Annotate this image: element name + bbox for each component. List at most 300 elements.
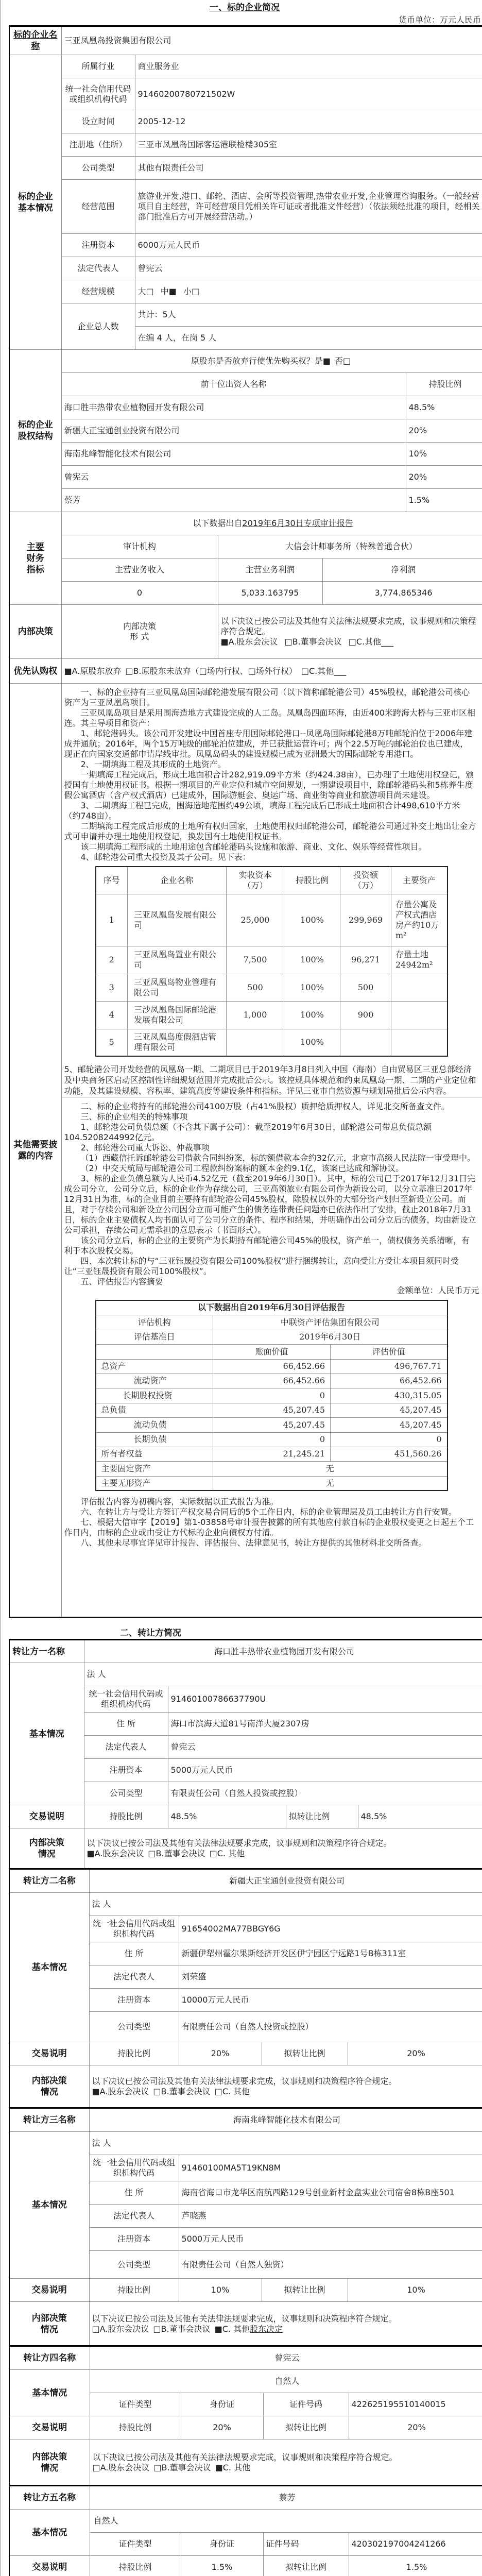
company-type-value: 有限责任公司（自然人投资或控股） <box>168 1782 482 1805</box>
credit-code-value: 91460100786637790U <box>168 1686 482 1713</box>
target-name-value: 三亚凤凰岛投资集团有限公司 <box>61 26 482 55</box>
decision-option <box>215 2463 250 2472</box>
column-header: 持股比例 <box>284 867 340 894</box>
table-row <box>96 1403 447 1417</box>
valuation-table <box>95 1300 448 1491</box>
auditor-value: 大信会计师事务所（特殊普通合伙） <box>218 535 482 558</box>
paragraph: 一、标的企业持有三亚凤凰岛国际邮轮港发展有限公司（以下简称邮轮港公司）45%股权，邮轮港公司核心资产为三亚凤凰岛项目。 <box>64 687 470 707</box>
decision-option <box>87 1849 144 1858</box>
table-row <box>9 180 482 234</box>
address-label: 住 所 <box>89 2181 179 2205</box>
option-label: 小 <box>183 286 192 296</box>
table-row <box>96 1359 447 1374</box>
waive-option <box>335 356 351 366</box>
table-row <box>9 1097 482 1618</box>
legal-rep-label: 法定代表人 <box>84 1736 168 1759</box>
paragraph: 八、其他未尽事宜详见审计报告、评估报告、法律意见书，转让方提供的其他材料北交所备查。 <box>80 1538 427 1548</box>
investment: 299,969 <box>340 894 391 946</box>
table-row <box>9 234 482 257</box>
table-row <box>96 1388 447 1403</box>
table-row <box>9 110 482 133</box>
appraised-value: 496,767.71 <box>331 1359 447 1374</box>
item-label: 总资产 <box>96 1359 213 1374</box>
option-label: 是 <box>314 356 323 366</box>
transfer-value: 48.5% <box>358 1805 482 1828</box>
item-label: 长期负债 <box>96 1432 213 1447</box>
scale-label: 经营规模 <box>61 280 135 303</box>
table-row <box>96 1029 447 1056</box>
amount-unit: 金额单位：人民币万元 <box>397 1285 479 1295</box>
paragraph: 4、邮轮港公司重大投资及其子公司。见下表： <box>80 852 251 862</box>
business-scope-label: 经营范围 <box>61 180 135 234</box>
basic-info-label: 基本情况 <box>9 2370 90 2416</box>
finance-source <box>61 512 482 535</box>
registered-capital-value: 10000万元人民币 <box>179 1989 482 2012</box>
preemption-option <box>248 666 297 676</box>
disclosure-body <box>62 1097 482 1617</box>
internal-decision-label: 内部决策 <box>9 605 61 659</box>
table-row <box>96 1432 447 1447</box>
table-header-row <box>96 867 447 894</box>
registered-capital-value: 5000万元人民币 <box>179 2228 482 2251</box>
operating-profit-value: 5,033.163795 <box>218 582 322 605</box>
transferor-name: 曾宪云 <box>90 2346 482 2370</box>
id-number-label: 证件号码 <box>263 2393 349 2416</box>
entity-type: 自然人 <box>90 2510 482 2533</box>
decision-label <box>9 2439 90 2486</box>
source-prefix: 以下数据出自 <box>193 518 243 528</box>
checkbox: □ <box>92 2324 100 2334</box>
paragraph: 该公司分立后，标的企业的主要资产为长期持有邮轮港公司45%的股权，资产单一，债权债务关系清晰，有利于本次股权交易。 <box>64 1235 470 1256</box>
label-line: 情况 <box>41 2463 59 2473</box>
paragraph: 5、邮轮港公司开发经营的凤凰岛一期、二期项目已于2019年3月8日列入中国（海南）自由贸易区三亚总部经济及中央商务区启动区控制性详细规划范围并完成批后公示。该控规具体规范和约束凤凰岛一期、二期的产业定位和功能，及其建设规模、容积率、建筑高度等建设条件和指标。详见三亚市自然资源与规划局批后公示内容。 <box>64 1064 476 1096</box>
paragraph-block <box>64 687 476 862</box>
section-1-title: 一、标的企业简况 <box>210 3 280 13</box>
table-row <box>9 78 482 110</box>
table-row <box>9 257 482 280</box>
business-scope-value: 旅游业开发,港口、邮轮、酒店、会所等投资管理,热带农业开发,企业管理咨询服务。（一般经营项目自主经营，许可经营项目凭相关许可证或者批准文件经营）（依法须经批准的项目，经相关部门批准后方可开展经营活动。） <box>135 180 482 234</box>
transferor-table <box>9 2107 482 2346</box>
paragraph: 2、一期填海工程及其形成的土地资产。 <box>80 759 226 769</box>
id-number-value: 422625195510140015 <box>349 2393 482 2416</box>
legal-rep-value: 曾宪云 <box>135 257 482 280</box>
holding-value: 20% <box>179 2042 262 2065</box>
company-name: 三亚凤凰岛物业管理有限公司 <box>128 974 227 1001</box>
table-row <box>9 489 482 512</box>
id-type-label: 证件类型 <box>90 2533 181 2556</box>
paragraph-block <box>64 1497 476 1548</box>
investment: 500 <box>340 974 391 1001</box>
disclosure-body <box>62 684 482 1097</box>
table-row <box>9 2346 482 2370</box>
table-row <box>96 946 447 974</box>
holding-label: 持股比例 <box>90 2416 181 2439</box>
transfer-value: 10% <box>348 2279 482 2302</box>
paragraph: 二、标的企业将持有的邮轮港公司4100万股（占41%股权）质押给质押权人，详见北交所备查文件。 <box>80 1101 450 1111</box>
company-name: 三沙凤凰岛国际邮轮港发展有限公司 <box>128 1001 227 1029</box>
label-line: 指标 <box>26 564 44 575</box>
founded-label: 设立时间 <box>61 110 135 133</box>
label-line: 其他需要披 <box>13 1139 58 1150</box>
net-profit-value: 3,774.865346 <box>322 582 482 605</box>
headcount-total: 共计：5人 <box>135 303 482 327</box>
legal-rep-label: 法定代表人 <box>89 2205 179 2228</box>
investment: 96,271 <box>340 946 391 974</box>
item-label: 所有者权益 <box>96 1447 213 1461</box>
holding-ratio: 100% <box>284 1001 340 1029</box>
label-line: 内部决策 <box>31 2076 67 2086</box>
table-row <box>9 1805 482 1828</box>
transfer-label: 拟转让比例 <box>286 1805 358 1828</box>
intangible-assets-value: 无 <box>213 1476 447 1490</box>
item-label: 总负债 <box>96 1403 213 1417</box>
appraiser-value: 中联资产评估集团有限公司 <box>213 1315 447 1330</box>
credit-code-label: 统一社会信用代码或组织机构代码 <box>89 1916 179 1942</box>
checkbox: □ <box>146 286 154 296</box>
registered-capital-value: 6000万元人民币 <box>135 234 482 257</box>
legal-rep-label: 法定代表人 <box>61 257 135 280</box>
checkbox: ■ <box>168 286 177 296</box>
checkbox: □ <box>153 2087 161 2096</box>
checkbox: □ <box>209 1849 217 1858</box>
intangible-assets-label: 主要无形资产 <box>96 1476 213 1490</box>
equity-structure-label <box>9 350 61 512</box>
table-row <box>96 1417 447 1432</box>
table-row <box>9 2302 482 2346</box>
scale-option <box>183 286 199 296</box>
decision-statement: 以下决议已按公司法及其他有关法律法规要求完成，议事规则和决策程序符合规定。 <box>220 616 476 636</box>
company-type-value: 有限责任公司（自然人独资） <box>179 2251 482 2279</box>
empty-header <box>96 1344 213 1359</box>
holder-name: 海南兆峰智能化技术有限公司 <box>61 443 406 466</box>
holder-column-header: 前十位出资人名称 <box>61 373 406 396</box>
investment: 900 <box>340 1001 391 1029</box>
founded-value: 2005-12-12 <box>135 110 482 133</box>
checkbox: □ <box>191 286 200 296</box>
base-date-value: 2019年6月30日 <box>213 1330 447 1344</box>
waive-preemption-question <box>61 350 482 373</box>
row-number: 5 <box>96 1029 128 1056</box>
basic-info-label: 基本情况 <box>9 2132 89 2279</box>
transfer-label: 拟转让比例 <box>263 2416 349 2439</box>
question-text: 原股东是否放弃行使优先购买权？ <box>191 356 315 366</box>
checkbox: ■ <box>220 637 229 647</box>
checkbox: ■ <box>92 2087 100 2096</box>
source-report: 2019年6月30日专项审计报告 <box>242 518 353 528</box>
main-assets <box>391 974 447 1001</box>
decision-label <box>9 2065 89 2108</box>
transferor-table <box>9 1868 482 2108</box>
paragraph: 2、邮轮港公司重大诉讼、仲裁事项 <box>80 1143 210 1153</box>
paragraph: 该二期填海工程形成的土地用途包含邮轮港码头设施和旅游、商业、文化、娱乐等经营性项目。 <box>80 842 427 852</box>
label-line: 标的企业 <box>18 191 53 202</box>
table-row <box>9 684 482 1097</box>
table-row <box>96 1300 447 1315</box>
table-header-row <box>9 373 482 396</box>
book-value: 21,245.21 <box>213 1447 331 1461</box>
paragraph: 一期填海工程完成后，形成土地面积合计282,919.09平方米（约424.38亩），已办理了土地使用权登记，颁授国有土地使用权证书。根据一期项目的产业定位和城市空间规划，一期建设项目中，除邮轮港码头和5栋养生度假公寓酒店（含产权式酒店）已建成外，国际游艇会、奥运广场、商业街等商业和旅游项目尚未建设。 <box>64 770 474 800</box>
credit-code-value: 91460200780721502W <box>135 78 482 110</box>
address-value: 海南省海口市龙华区南航西路129号创业新村金盘实业公司宿舍8栋B座501 <box>179 2181 482 2205</box>
subsidiaries-table <box>95 866 448 1057</box>
transfer-label: 拟转让比例 <box>263 2556 349 2576</box>
table-row <box>9 2439 482 2486</box>
holding-value: 48.5% <box>168 1805 286 1828</box>
decision-option <box>284 637 341 647</box>
registered-capital-label: 注册资本 <box>89 1989 179 2012</box>
paragraph: 七、根据大信审字【2019】第1-03858号审计报告披露的所有其他应付款自标的企业股权变更之日起五个工作日内，由标的企业或由受让方代标的企业向债权方付清。 <box>64 1517 474 1537</box>
holder-ratio: 20% <box>406 419 482 443</box>
label-line: 露的内容 <box>18 1150 53 1161</box>
table-row <box>9 466 482 489</box>
entity-type: 法 人 <box>89 1893 482 1916</box>
company-type-label: 公司类型 <box>89 2012 179 2042</box>
checkbox: □ <box>248 666 256 676</box>
row-number: 2 <box>96 946 128 974</box>
table-row <box>9 2486 482 2510</box>
decision-content <box>90 2439 482 2486</box>
other-decision-text: 股东决定 <box>250 2324 283 2334</box>
holding-ratio: 100% <box>284 946 340 974</box>
paragraph: 三亚凤凰岛项目是采用围海造地方式建设完成的人工岛。凤凰岛四面环海，由近400米跨海大桥与三亚市区相连。其主导项目和资产： <box>64 708 476 728</box>
id-number-label: 证件号码 <box>263 2533 349 2556</box>
holder-name: 海口胜丰热带农业植物园开发有限公司 <box>61 396 406 419</box>
table-row <box>9 659 482 684</box>
investment <box>340 1029 391 1056</box>
table-row <box>9 2556 482 2576</box>
industry-value: 商业服务业 <box>135 55 482 78</box>
label-line: 财务 <box>26 553 44 564</box>
table-row <box>9 1640 482 1663</box>
holder-ratio: 1.5% <box>406 489 482 512</box>
option-label: 中 <box>160 286 169 296</box>
checkbox: ■ <box>214 2324 222 2334</box>
main-assets <box>391 1001 447 1029</box>
checkbox: □ <box>343 356 351 366</box>
decision-option <box>153 2463 211 2472</box>
option-label: A.股东会决议 <box>99 2324 149 2334</box>
scale-options <box>135 280 482 303</box>
table-row <box>9 1663 482 1686</box>
holding-ratio: 100% <box>284 974 340 1001</box>
paid-in-capital: 1,000 <box>227 1001 284 1029</box>
table-row <box>9 582 482 605</box>
holding-value: 20% <box>181 2416 263 2439</box>
legal-rep-value: 曾宪云 <box>168 1736 482 1759</box>
checkbox: □ <box>348 637 356 647</box>
label-line: 主要 <box>26 541 44 552</box>
option-label: A.股东会决议 <box>99 2087 149 2096</box>
label-line: 内部决策 <box>29 1838 64 1848</box>
decision-statement: 以下决议已按公司法及其他有关法律法规要求完成，议事规则和决策程序符合规定。 <box>92 2452 398 2462</box>
main-assets: 存量土地24942m² <box>391 946 447 974</box>
table-row <box>9 350 482 373</box>
table-row <box>9 2065 482 2108</box>
decision-option <box>221 637 278 647</box>
holder-name: 新疆大正宝通创业投资有限公司 <box>61 419 406 443</box>
legal-rep-value: 刘荣盛 <box>179 1965 482 1989</box>
table-header-row <box>96 1344 447 1359</box>
label-line: 情况 <box>40 2324 58 2335</box>
option-label: B.董事会决议 <box>161 2324 211 2334</box>
basic-info-label: 基本情况 <box>9 1663 84 1805</box>
option-label: B.原股东未放弃（ <box>133 666 199 676</box>
net-profit-header: 净利润 <box>322 558 482 582</box>
base-date-label: 评估基准日 <box>96 1330 213 1344</box>
decision-option <box>210 1849 245 1858</box>
appraised-value: 430,315.05 <box>331 1388 447 1403</box>
column-header: 企业名称 <box>128 867 227 894</box>
table-row <box>9 157 482 180</box>
id-type-value: 身份证 <box>181 2393 263 2416</box>
main-assets <box>391 1029 447 1056</box>
address-label: 住 所 <box>84 1713 168 1736</box>
trade-label: 交易说明 <box>9 2556 90 2576</box>
transfer-label: 拟转让比例 <box>262 2042 348 2065</box>
book-value: 45,207.45 <box>213 1403 331 1417</box>
paragraph: 三、标的企业相关的特殊事项 <box>80 1112 188 1122</box>
transfer-value: 20% <box>348 2042 482 2065</box>
paid-in-capital: 500 <box>227 974 284 1001</box>
checkbox: □ <box>92 2462 100 2472</box>
address-label: 住 所 <box>89 1942 179 1965</box>
decision-label <box>9 2302 89 2346</box>
company-type-value: 有限责任公司（自然人投资或控股） <box>179 2012 482 2042</box>
label-line: 或组织机构代码 <box>69 94 127 104</box>
book-value: 0 <box>213 1432 331 1447</box>
label-line: 基本情况 <box>18 202 53 213</box>
headcount-detail: 在编 4 人，在岗 5 人 <box>135 327 482 350</box>
decision-content <box>89 2302 482 2346</box>
table-row <box>9 2370 482 2393</box>
transfer-label: 拟转让比例 <box>262 2279 348 2302</box>
address-value: 新疆伊犁州霍尔果斯经济开发区伊宁园区宁远路1号B栋311室 <box>179 1942 482 1965</box>
table-row <box>96 1315 447 1330</box>
table-row <box>9 1893 482 1916</box>
decision-options <box>221 637 482 647</box>
table-row <box>9 2108 482 2132</box>
preemption-option <box>125 666 199 676</box>
decision-options <box>92 2087 482 2097</box>
main-assets: 存量公寓及产权式酒店房产约10万m² <box>391 894 447 946</box>
company-name: 三亚凤凰岛置业有限公司 <box>128 946 227 974</box>
checkbox: □ <box>153 2324 161 2334</box>
table-row <box>9 535 482 558</box>
transferor-name: 蔡芳 <box>90 2486 482 2510</box>
table-row <box>96 974 447 1001</box>
option-label: 大 <box>137 286 146 296</box>
holder-ratio: 20% <box>406 466 482 489</box>
transferor-name: 新疆大正宝通创业投资有限公司 <box>89 1869 482 1893</box>
table-row <box>9 55 482 78</box>
credit-code-value: 91654002MA77BBGY6G <box>179 1916 482 1942</box>
disclosure-part-1 <box>61 684 482 1097</box>
paragraph-block <box>64 1064 476 1096</box>
trade-label: 交易说明 <box>9 1805 84 1828</box>
option-label: C. 其他 <box>222 2462 251 2472</box>
label-line: 内部决策 <box>123 621 156 631</box>
option-label: C.其他___ <box>356 637 394 647</box>
registered-capital-label: 注册资本 <box>89 2228 179 2251</box>
table-row <box>96 1447 447 1461</box>
decision-option <box>93 2463 150 2472</box>
holding-value: 1.5% <box>181 2556 263 2576</box>
paid-in-capital <box>227 1029 284 1056</box>
label-line: 标的企业 <box>18 420 53 430</box>
other-disclosure-label <box>9 684 61 1618</box>
registered-capital-label: 注册资本 <box>84 1759 168 1782</box>
column-header: 序号 <box>96 867 128 894</box>
decision-options <box>92 2324 482 2334</box>
waive-option <box>315 356 331 366</box>
finance-label <box>9 512 61 605</box>
column-header: 投资额（万） <box>340 867 391 894</box>
company-type-value: 其他有限责任公司 <box>135 157 482 180</box>
column-header: 主要资产 <box>391 867 447 894</box>
credit-code-label: 统一社会信用代码或组织机构代码 <box>89 2155 179 2181</box>
option-label: A.原股东放弃 <box>72 666 122 676</box>
table-row <box>9 419 482 443</box>
table-row <box>9 303 482 327</box>
option-label: C. 其他 <box>222 2087 250 2096</box>
checkbox: □ <box>125 666 133 676</box>
appraised-value: 45,207.45 <box>331 1417 447 1432</box>
company-type-label: 公司类型 <box>84 1782 168 1805</box>
entity-type: 法 人 <box>84 1663 482 1686</box>
id-type-label: 证件类型 <box>90 2393 181 2416</box>
label-line: 称 <box>31 41 40 52</box>
target-name-label <box>9 26 61 55</box>
transferor-name-label: 转让方五名称 <box>9 2486 90 2510</box>
id-type-value: 身份证 <box>181 2533 263 2556</box>
section-2-title: 二、转让方简况 <box>120 1628 181 1638</box>
transferor-name-label: 转让方二名称 <box>9 1869 89 1893</box>
transferor-table <box>9 2485 482 2576</box>
credit-code-value: 91460100MA5T19KN8M <box>179 2155 482 2181</box>
credit-code-label <box>61 78 135 110</box>
preemption-options <box>61 659 482 684</box>
decision-option <box>215 2087 250 2096</box>
label-line: 情况 <box>38 1849 56 1859</box>
option-label: 场内行权、 <box>206 666 248 676</box>
basic-info-label: 基本情况 <box>9 1893 89 2042</box>
holder-ratio: 48.5% <box>406 396 482 419</box>
address-label: 注册地（住所） <box>61 133 135 157</box>
operating-profit-header: 主营业务利润 <box>218 558 322 582</box>
table-row <box>9 443 482 466</box>
paragraph: 1、邮轮港公司负债总额（不含其下属子公司）：截至2019年6月30日，邮轮港公司带息负债总额104.5208244992亿元。 <box>64 1122 432 1142</box>
target-company-table <box>9 25 482 1618</box>
checkbox: □ <box>199 666 207 676</box>
item-label: 流动负债 <box>96 1417 213 1432</box>
table-row <box>96 1374 447 1388</box>
legal-rep-value: 芦晓燕 <box>179 2205 482 2228</box>
address-value: 海口市滨海大道81号南洋大厦2307房 <box>168 1713 482 1736</box>
table-row <box>9 2416 482 2439</box>
holder-ratio: 10% <box>406 443 482 466</box>
table-row <box>96 894 447 946</box>
fixed-assets-label: 主要固定资产 <box>96 1461 213 1476</box>
disclosure-part-2 <box>61 1097 482 1618</box>
paragraph: （2）中交天航局与邮轮港公司工程款纠纷案标的额本金约9.1亿，该案已达成和解协议。 <box>80 1163 404 1173</box>
table-row <box>9 2510 482 2533</box>
checkbox: □ <box>214 2087 222 2096</box>
table-row <box>9 2279 482 2302</box>
option-label: C.其他___ <box>309 666 347 676</box>
option-label: C. 其他 <box>222 2324 250 2334</box>
currency-unit: 货币单位：万元人民币 <box>398 15 481 25</box>
transferor-name: 海南兆峰智能化技术有限公司 <box>89 2108 482 2132</box>
